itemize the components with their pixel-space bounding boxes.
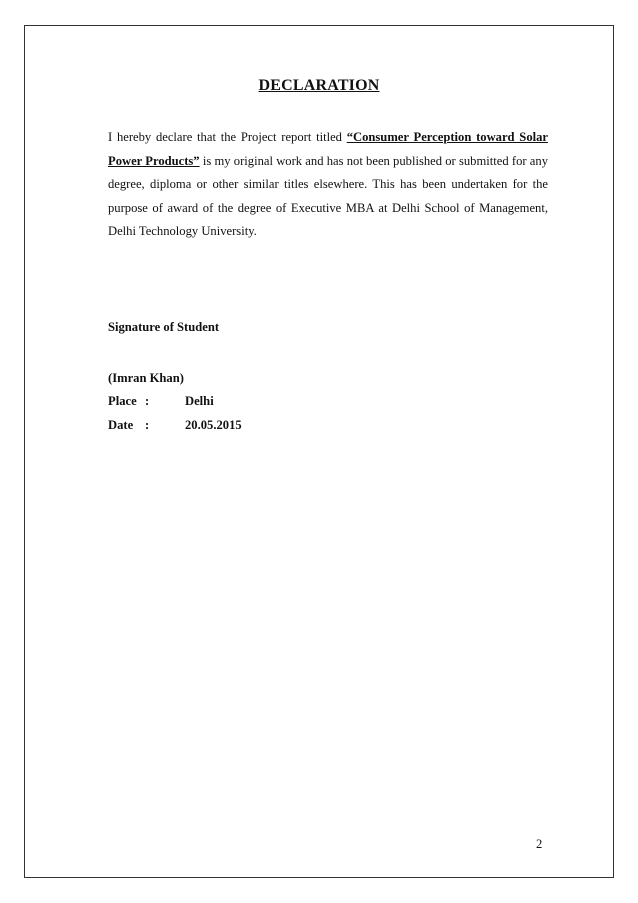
signature-label: Signature of Student bbox=[108, 320, 220, 334]
place-colon: : bbox=[145, 394, 150, 408]
place-value: Delhi bbox=[185, 394, 214, 408]
date-label: Date bbox=[108, 418, 134, 432]
date-colon: : bbox=[145, 418, 150, 432]
declaration-body: is my original work and has not been published or submitted for any degree, diploma or other similar titles elsewhere. This has been undertaken for the purpose of award of the degree of Executive MBA at Delhi School of Management, Delhi Technology University. bbox=[108, 153, 548, 238]
date-value: 20.05.2015 bbox=[185, 418, 242, 432]
page-title: DECLARATION bbox=[258, 77, 380, 94]
place-label: Place bbox=[108, 394, 137, 408]
student-name: (Imran Khan) bbox=[108, 371, 184, 385]
declaration-paragraph bbox=[108, 126, 548, 244]
page-number: 2 bbox=[536, 837, 543, 851]
declaration-intro: I hereby declare that the Project report titled bbox=[108, 130, 347, 144]
project-title: “Consumer Perception toward Solar Power Products” bbox=[108, 130, 548, 168]
